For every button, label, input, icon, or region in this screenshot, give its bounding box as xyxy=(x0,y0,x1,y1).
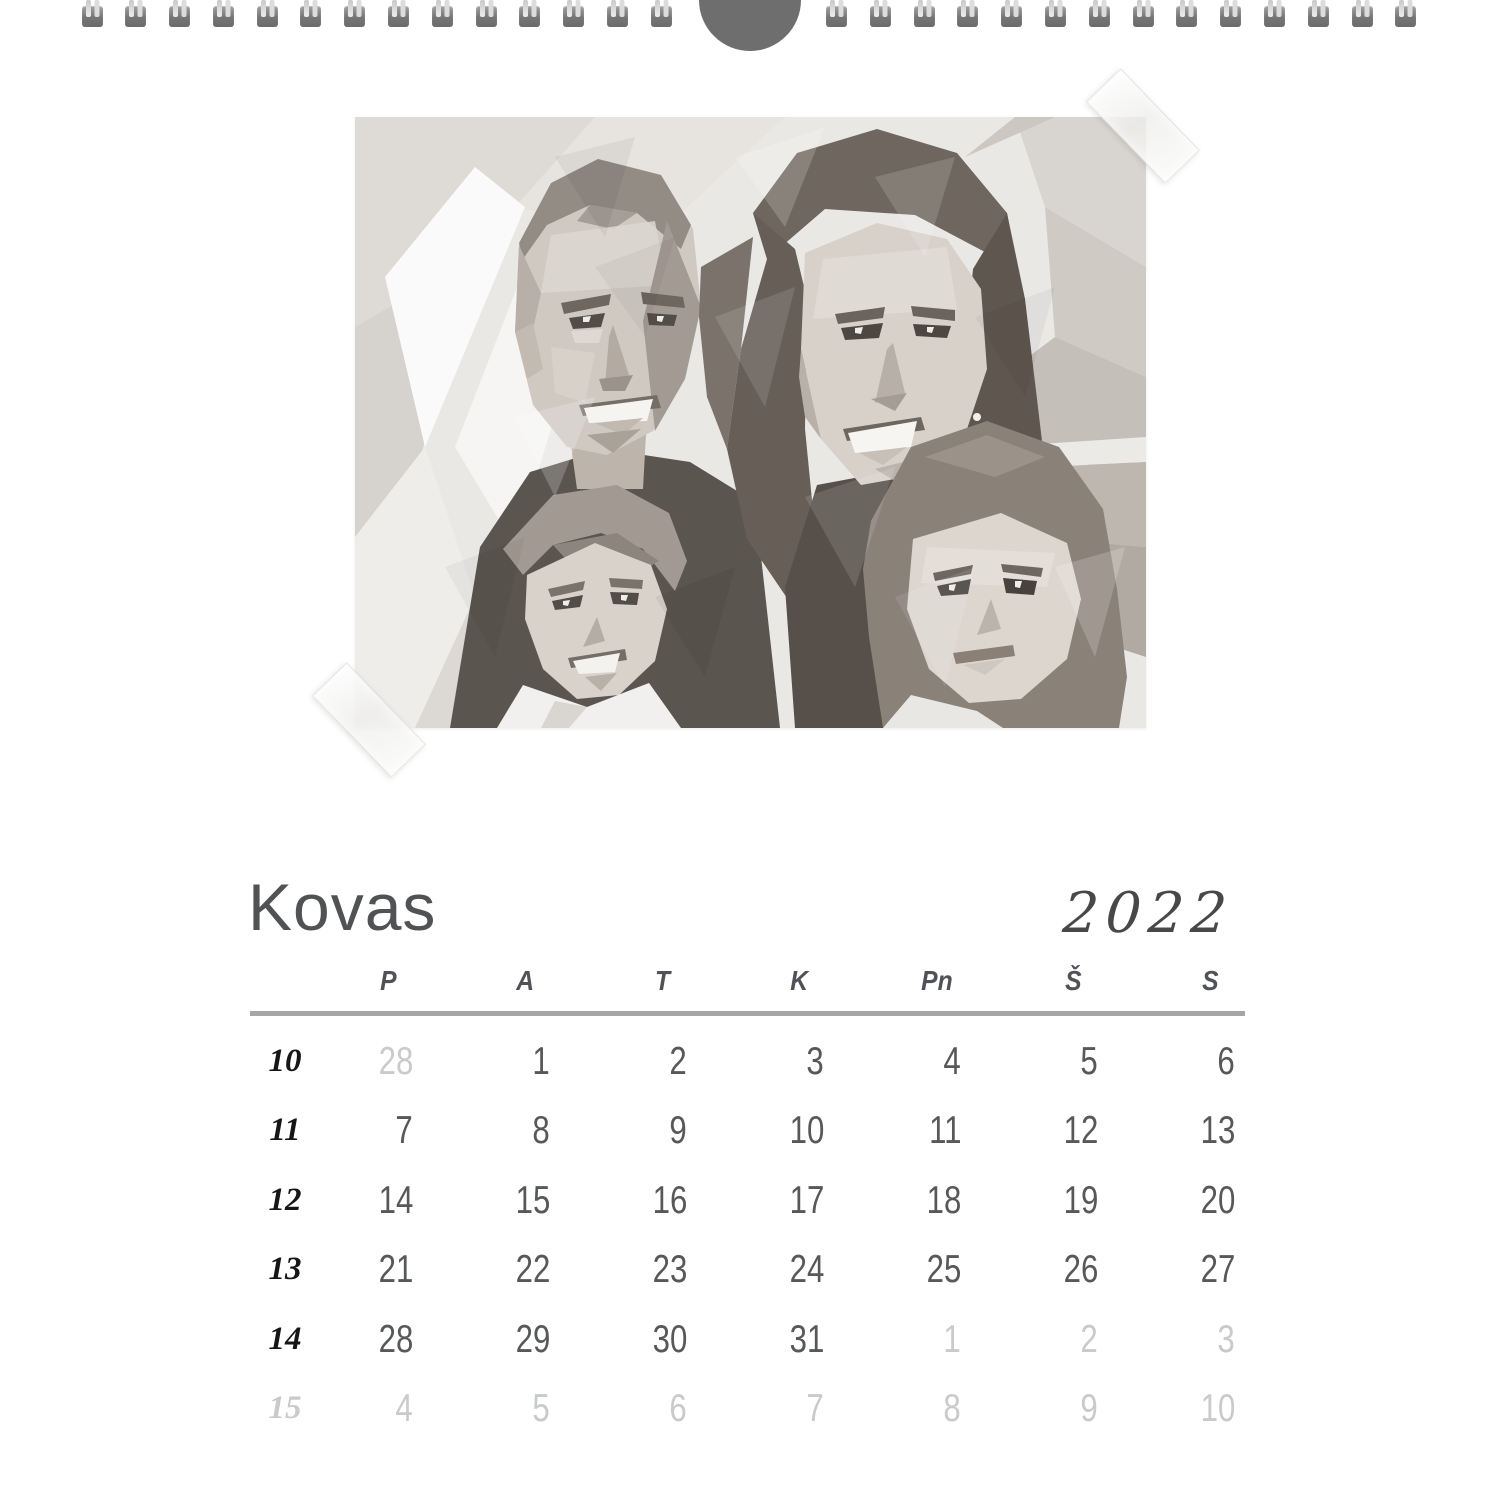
spiral-loop-icon xyxy=(1308,0,1329,28)
day-cell xyxy=(594,1027,731,1096)
date-number: 7 xyxy=(395,1109,413,1153)
week-number: 11 xyxy=(269,1112,301,1149)
date-number: 9 xyxy=(1080,1386,1098,1430)
day-cell xyxy=(320,1027,457,1096)
day-cell xyxy=(731,1374,868,1443)
spiral-loop-icon xyxy=(1045,0,1066,28)
date-number: 16 xyxy=(652,1178,687,1222)
day-cell xyxy=(1142,1305,1279,1374)
date-number: 1 xyxy=(943,1317,961,1361)
spiral-loop-icon xyxy=(870,0,891,28)
day-cell xyxy=(731,1096,868,1165)
date-number: 7 xyxy=(806,1386,824,1430)
date-number: 17 xyxy=(789,1178,824,1222)
day-cell xyxy=(1142,1235,1279,1304)
spiral-loop-icon xyxy=(125,0,146,28)
weekday-header xyxy=(457,958,594,1004)
day-cell xyxy=(594,1096,731,1165)
spiral-loop-icon xyxy=(1001,0,1022,28)
week-number: 15 xyxy=(268,1389,302,1426)
date-number: 29 xyxy=(515,1317,550,1361)
day-cell xyxy=(1142,1166,1279,1235)
day-cell xyxy=(868,1027,1005,1096)
date-number: 10 xyxy=(789,1109,824,1153)
day-cell xyxy=(1005,1235,1142,1304)
spiral-loop-icon xyxy=(914,0,935,28)
day-cell xyxy=(1005,1166,1142,1235)
day-cell xyxy=(320,1374,457,1443)
date-number: 28 xyxy=(378,1317,413,1361)
spiral-loop-icon xyxy=(563,0,584,28)
month-title: Kovas xyxy=(248,870,437,944)
header-rule xyxy=(250,1011,1245,1016)
date-number: 8 xyxy=(532,1109,550,1153)
year-label: 2022 xyxy=(1061,881,1237,946)
spiral-loop-icon xyxy=(957,0,978,28)
week-number: 13 xyxy=(268,1251,302,1288)
date-number: 31 xyxy=(789,1317,824,1361)
day-cell xyxy=(594,1305,731,1374)
date-number: 26 xyxy=(1063,1248,1098,1292)
weekday-header xyxy=(868,958,1005,1004)
spiral-loop-icon xyxy=(388,0,409,28)
day-cell xyxy=(320,1166,457,1235)
spiral-loop-icon xyxy=(1220,0,1241,28)
day-cell xyxy=(320,1096,457,1165)
date-number: 20 xyxy=(1200,1178,1235,1222)
date-number: 9 xyxy=(669,1109,687,1153)
day-cell xyxy=(731,1027,868,1096)
date-number: 27 xyxy=(1200,1248,1235,1292)
day-cell xyxy=(457,1235,594,1304)
spiral-loop-icon xyxy=(1133,0,1154,28)
day-cell xyxy=(594,1374,731,1443)
family-photo-illustration xyxy=(355,117,1146,728)
weekday-header xyxy=(1005,958,1142,1004)
date-number: 4 xyxy=(395,1386,413,1430)
calendar-grid xyxy=(250,1027,1279,1443)
date-number: 10 xyxy=(1200,1386,1235,1430)
day-cell xyxy=(457,1374,594,1443)
date-number: 3 xyxy=(806,1040,824,1083)
date-number: 6 xyxy=(669,1386,687,1430)
spiral-loop-icon xyxy=(476,0,497,28)
spiral-loop-icon xyxy=(1395,0,1416,28)
day-cell xyxy=(457,1027,594,1096)
date-number: 13 xyxy=(1200,1109,1235,1153)
date-number: 25 xyxy=(926,1248,961,1292)
date-number: 5 xyxy=(1080,1040,1098,1083)
weekday-label: Pn xyxy=(920,965,953,996)
date-number: 6 xyxy=(1217,1040,1235,1083)
date-number: 4 xyxy=(943,1040,961,1083)
spiral-loop-icon xyxy=(257,0,278,28)
spiral-loop-icon xyxy=(213,0,234,28)
spiral-loop-icon xyxy=(432,0,453,28)
day-cell xyxy=(868,1096,1005,1165)
day-cell xyxy=(457,1166,594,1235)
day-cell xyxy=(1005,1374,1142,1443)
day-cell xyxy=(457,1096,594,1165)
spiral-loop-icon xyxy=(607,0,628,28)
weekday-label: A xyxy=(516,965,535,996)
weekday-label: S xyxy=(1202,965,1219,996)
week-number: 12 xyxy=(268,1181,302,1218)
date-number: 1 xyxy=(532,1040,550,1083)
date-number: 3 xyxy=(1217,1317,1235,1361)
day-cell xyxy=(868,1166,1005,1235)
date-number: 12 xyxy=(1063,1109,1098,1153)
day-cell xyxy=(1005,1305,1142,1374)
weekday-header xyxy=(731,958,868,1004)
spiral-loop-icon xyxy=(1176,0,1197,28)
family-photo xyxy=(355,117,1146,728)
day-cell xyxy=(868,1374,1005,1443)
weekday-header xyxy=(320,958,457,1004)
day-cell xyxy=(457,1305,594,1374)
weekday-header xyxy=(1142,958,1279,1004)
date-number: 2 xyxy=(669,1040,687,1083)
spiral-loop-icon xyxy=(519,0,540,28)
spiral-loop-icon xyxy=(169,0,190,28)
spiral-loop-icon xyxy=(82,0,103,28)
date-number: 24 xyxy=(789,1248,824,1292)
spiral-loop-icon xyxy=(344,0,365,28)
date-number: 5 xyxy=(532,1386,550,1430)
day-cell xyxy=(594,1235,731,1304)
date-number: 23 xyxy=(652,1248,687,1292)
spiral-loop-icon xyxy=(651,0,672,28)
day-cell xyxy=(320,1305,457,1374)
day-cell xyxy=(868,1235,1005,1304)
day-cell xyxy=(731,1235,868,1304)
date-number: 28 xyxy=(378,1040,413,1083)
week-number: 10 xyxy=(268,1043,302,1079)
day-cell xyxy=(1142,1027,1279,1096)
date-number: 22 xyxy=(515,1248,550,1292)
day-cell xyxy=(320,1235,457,1304)
date-number: 21 xyxy=(378,1248,413,1292)
day-cell xyxy=(868,1305,1005,1374)
spiral-loop-icon xyxy=(826,0,847,28)
weekday-label: P xyxy=(380,965,397,996)
day-cell xyxy=(1142,1096,1279,1165)
day-cell xyxy=(731,1166,868,1235)
weekday-header xyxy=(594,958,731,1004)
day-cell xyxy=(594,1166,731,1235)
date-number: 8 xyxy=(943,1386,961,1430)
week-column-spacer xyxy=(250,958,320,1004)
day-cell xyxy=(731,1305,868,1374)
date-number: 15 xyxy=(515,1178,550,1222)
date-number: 18 xyxy=(926,1178,961,1222)
date-number: 14 xyxy=(378,1178,413,1222)
spiral-loop-icon xyxy=(1264,0,1285,28)
weekday-label: T xyxy=(654,965,671,996)
weekday-label: Š xyxy=(1065,965,1082,996)
week-number: 14 xyxy=(268,1320,302,1357)
date-number: 30 xyxy=(652,1317,687,1361)
day-cell xyxy=(1005,1096,1142,1165)
weekday-header-row xyxy=(250,958,1279,1004)
spiral-loop-icon xyxy=(1352,0,1373,28)
hanger-hole xyxy=(699,0,801,51)
day-cell xyxy=(1142,1374,1279,1443)
spiral-loop-icon xyxy=(300,0,321,28)
date-number: 11 xyxy=(928,1109,961,1153)
date-number: 2 xyxy=(1080,1317,1098,1361)
weekday-label: K xyxy=(790,965,809,996)
day-cell xyxy=(1005,1027,1142,1096)
date-number: 19 xyxy=(1063,1178,1098,1222)
spiral-loop-icon xyxy=(1089,0,1110,28)
